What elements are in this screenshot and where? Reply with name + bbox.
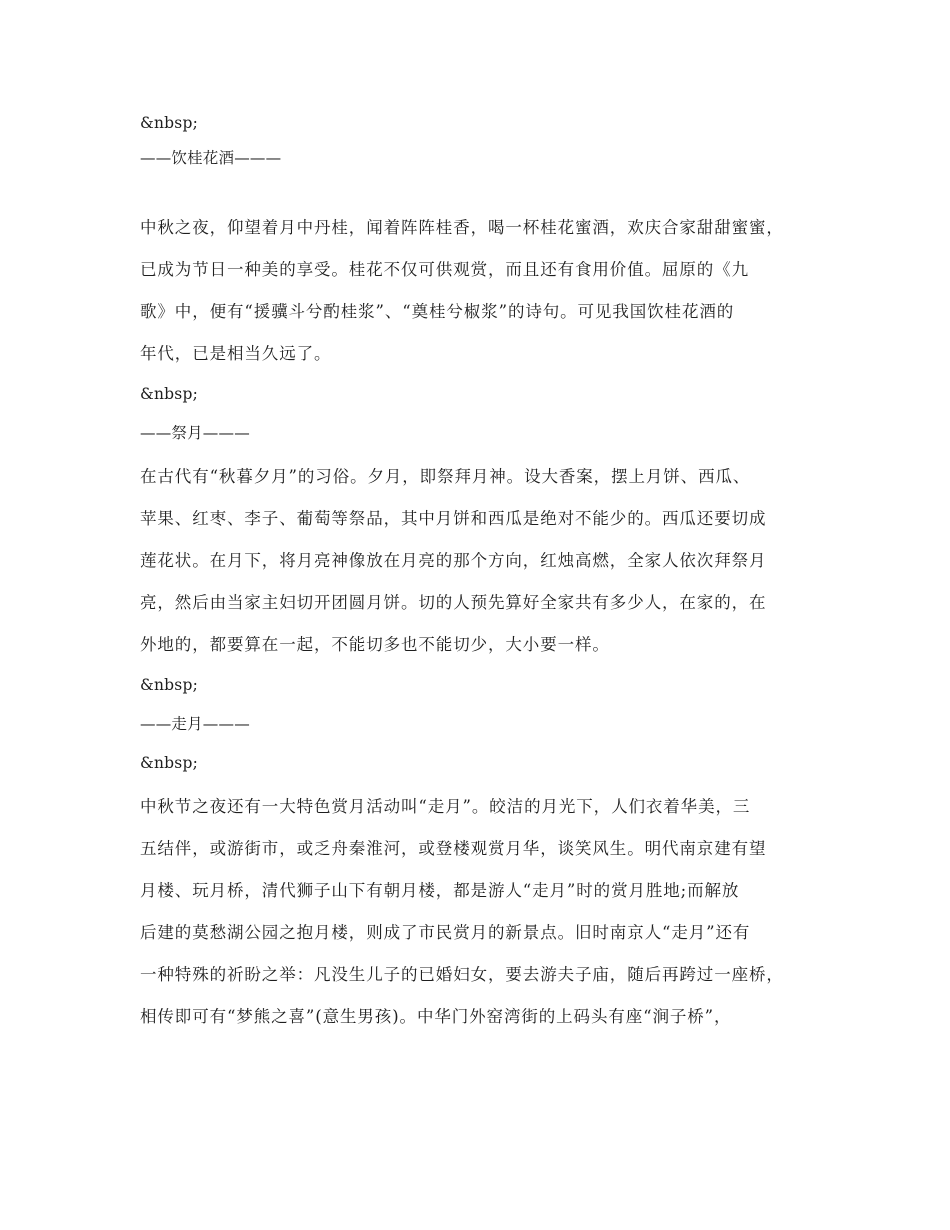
paragraph-line: 月楼、玩月桥，清代狮子山下有朝月楼，都是游人“走月”时的赏月胜地;而解放 bbox=[140, 881, 740, 900]
section-heading-moon-walk: ——走月——— bbox=[140, 715, 250, 733]
paragraph-line: 已成为节日一种美的享受。桂花不仅可供观赏，而且还有食用价值。屈原的《九 bbox=[140, 260, 749, 279]
nbsp-placeholder: &nbsp; bbox=[140, 114, 199, 132]
paragraph-line: 中秋节之夜还有一大特色赏月活动叫“走月”。皎洁的月光下，人们衣着华美，三 bbox=[140, 797, 751, 816]
paragraph-line: 亮，然后由当家主妇切开团圆月饼。切的人预先算好全家共有多少人，在家的，在 bbox=[140, 593, 767, 612]
paragraph-line: 在古代有“秋暮夕月”的习俗。夕月，即祭拜月神。设大香案，摆上月饼、西瓜、 bbox=[140, 467, 751, 486]
nbsp-placeholder: &nbsp; bbox=[140, 385, 199, 403]
paragraph-line: 歌》中，便有“援骥斗兮酌桂浆”、“奠桂兮椒浆”的诗句。可见我国饮桂花酒的 bbox=[140, 302, 735, 321]
paragraph-line: 年代，已是相当久远了。 bbox=[140, 344, 332, 363]
nbsp-placeholder: &nbsp; bbox=[140, 754, 199, 772]
paragraph-line: 后建的莫愁湖公园之抱月楼，则成了市民赏月的新景点。旧时南京人“走月”还有 bbox=[140, 923, 751, 942]
paragraph-line: 莲花状。在月下，将月亮神像放在月亮的那个方向，红烛高燃，全家人依次拜祭月 bbox=[140, 551, 767, 570]
paragraph-line: 一种特殊的祈盼之举：凡没生儿子的已婚妇女，要去游夫子庙，随后再跨过一座桥， bbox=[140, 965, 784, 984]
nbsp-placeholder: &nbsp; bbox=[140, 676, 199, 694]
section-heading-moon-worship: ——祭月——— bbox=[140, 424, 250, 442]
paragraph-line: 外地的，都要算在一起，不能切多也不能切少，大小要一样。 bbox=[140, 635, 610, 654]
section-heading-osmanthus-wine: ——饮桂花酒——— bbox=[140, 149, 282, 167]
paragraph-line: 相传即可有“梦熊之喜”(意生男孩)。中华门外窑湾街的上码头有座“涧子桥”， bbox=[140, 1007, 732, 1026]
paragraph-moon-walk bbox=[140, 795, 830, 1028]
paragraph-osmanthus-wine bbox=[140, 216, 830, 365]
document-body bbox=[140, 112, 830, 1028]
paragraph-moon-worship bbox=[140, 465, 830, 656]
paragraph-line: 五结伴，或游街市，或乏舟秦淮河，或登楼观赏月华，谈笑风生。明代南京建有望 bbox=[140, 839, 767, 858]
paragraph-line: 中秋之夜，仰望着月中丹桂，闻着阵阵桂香，喝一杯桂花蜜酒，欢庆合家甜甜蜜蜜， bbox=[140, 218, 784, 237]
paragraph-line: 苹果、红枣、李子、葡萄等祭品，其中月饼和西瓜是绝对不能少的。西瓜还要切成 bbox=[140, 509, 767, 528]
